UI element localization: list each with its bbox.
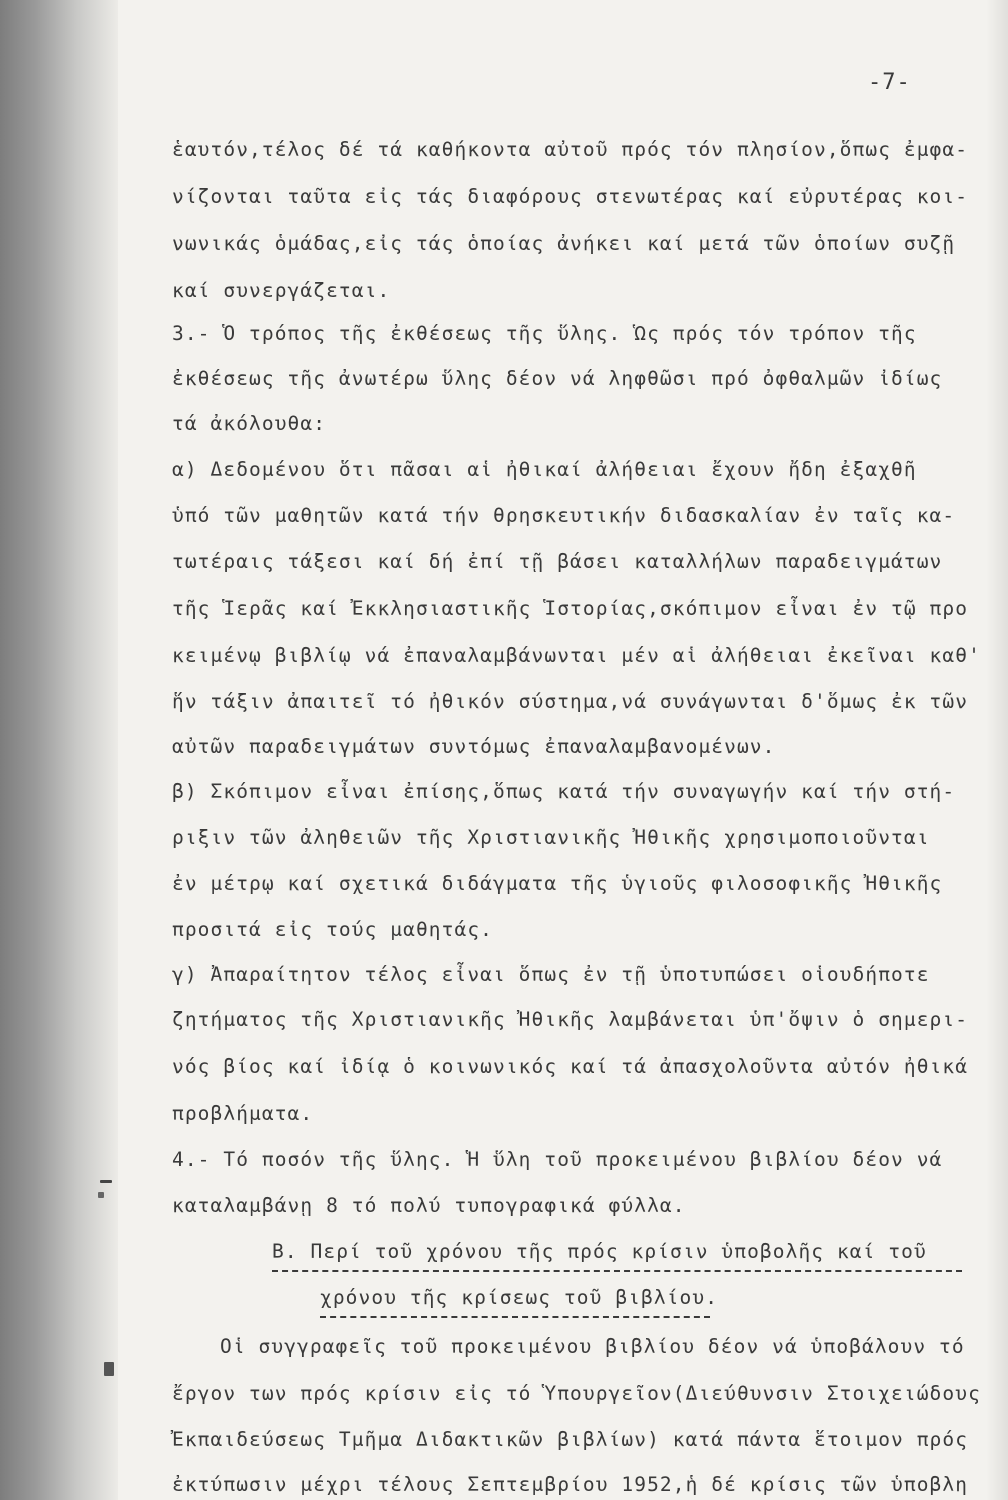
text-line: νωνικάς ὁμάδας,εἰς τάς ὁποίας ἀνήκει καί μετά τῶν ὁποίων συζῇ (172, 232, 956, 255)
text-line: νίζονται ταῦτα εἰς τάς διαφόρους στενωτέρας καί εὐρυτέρας κοι- (172, 185, 969, 208)
text-line: Οἱ συγγραφεῖς τοῦ προκειμένου βιβλίου δέον νά ὑποβάλουν τό (220, 1335, 965, 1358)
text-line: καταλαμβάνῃ 8 τό πολύ τυπογραφικά φύλλα. (172, 1194, 686, 1217)
text-line: ἔργον των πρός κρίσιν εἰς τό Ὑπουργεῖον(Διεύθυνσιν Στοιχειώδους (172, 1382, 981, 1405)
scan-speck (104, 1362, 114, 1376)
text-line: ἐκθέσεως τῆς ἀνωτέρω ὕλης δέον νά ληφθῶσι πρό ὀφθαλμῶν ἰδίως (172, 367, 943, 390)
text-line: β) Σκόπιμον εἶναι ἐπίσης,ὅπως κατά τήν συναγωγήν καί τήν στή- (172, 780, 956, 803)
section-b-heading-cont: χρόνου τῆς κρίσεως τοῦ βιβλίου. (320, 1286, 719, 1309)
text-line: καί συνεργάζεται. (172, 279, 391, 302)
heading-underline (320, 1316, 710, 1318)
text-line: προσιτά εἰς τούς μαθητάς. (172, 918, 493, 941)
text-line: ἥν τάξιν ἀπαιτεῖ τό ἠθικόν σύστημα,νά συνάγωνται δ'ὅμως ἐκ τῶν (172, 690, 969, 713)
section-4-heading-line: 4.- Τό ποσόν τῆς ὕλης. Ἡ ὕλη τοῦ προκειμένου βιβλίου δέον νά (172, 1148, 943, 1171)
scan-speck (100, 1180, 112, 1183)
text-line: τῆς Ἱερᾶς καί Ἐκκλησιαστικῆς Ἱστορίας,σκόπιμον εἶναι ἐν τῷ προ (172, 597, 969, 620)
text-line: ἑαυτόν,τέλος δέ τά καθήκοντα αὐτοῦ πρός τόν πλησίον,ὅπως ἐμφα- (172, 138, 969, 161)
text-line: ἐν μέτρῳ καί σχετικά διδάγματα τῆς ὑγιοῦς φιλοσοφικῆς Ἠθικῆς (172, 872, 943, 895)
text-line: τά ἀκόλουθα: (172, 412, 327, 435)
text-line: ζητήματος τῆς Χριστιανικῆς Ἠθικῆς λαμβάνεται ὑπ'ὄψιν ὁ σημερι- (172, 1008, 969, 1031)
scan-shadow (0, 0, 118, 1500)
page-number: -7- (868, 70, 911, 95)
text-line: Ἐκπαιδεύσεως Τμῆμα Διδακτικῶν βιβλίων) κατά πάντα ἕτοιμον πρός (172, 1428, 969, 1451)
text-line: τωτέραις τάξεσι καί δή ἐπί τῇ βάσει καταλλήλων παραδειγμάτων (172, 550, 943, 573)
document-page (150, 0, 1008, 1500)
section-b-heading: Β. Περί τοῦ χρόνου τῆς πρός κρίσιν ὑποβολῆς καί τοῦ (272, 1240, 927, 1263)
heading-underline (272, 1270, 962, 1272)
text-line: κειμένῳ βιβλίῳ νά ἐπαναλαμβάνωνται μέν αἱ ἀλήθειαι ἐκεῖναι καθ' (172, 644, 981, 667)
text-line: ριξιν τῶν ἀληθειῶν τῆς Χριστιανικῆς Ἠθικῆς χρησιμοποιοῦνται (172, 826, 930, 849)
text-line: γ) Ἀπαραίτητον τέλος εἶναι ὅπως ἐν τῇ ὑποτυπώσει οἱουδήποτε (172, 963, 930, 986)
text-line: ἐκτύπωσιν μέχρι τέλους Σεπτεμβρίου 1952,ἡ δέ κρίσις τῶν ὑποβλη (172, 1473, 969, 1496)
section-3-heading-line: 3.- Ὁ τρόπος τῆς ἐκθέσεως τῆς ὕλης. Ὡς πρός τόν τρόπον τῆς (172, 322, 917, 345)
text-line: ὑπό τῶν μαθητῶν κατά τήν θρησκευτικήν διδασκαλίαν ἐν ταῖς κα- (172, 504, 956, 527)
text-line: α) Δεδομένου ὅτι πᾶσαι αἱ ἠθικαί ἀλήθειαι ἔχουν ἤδη ἐξαχθῆ (172, 458, 917, 481)
text-line: αὐτῶν παραδειγμάτων συντόμως ἐπαναλαμβανομένων. (172, 735, 776, 758)
text-line: προβλήματα. (172, 1102, 314, 1125)
scan-speck (98, 1192, 104, 1198)
text-line: νός βίος καί ἰδίᾳ ὁ κοινωνικός καί τά ἀπασχολοῦντα αὐτόν ἠθικά (172, 1055, 969, 1078)
